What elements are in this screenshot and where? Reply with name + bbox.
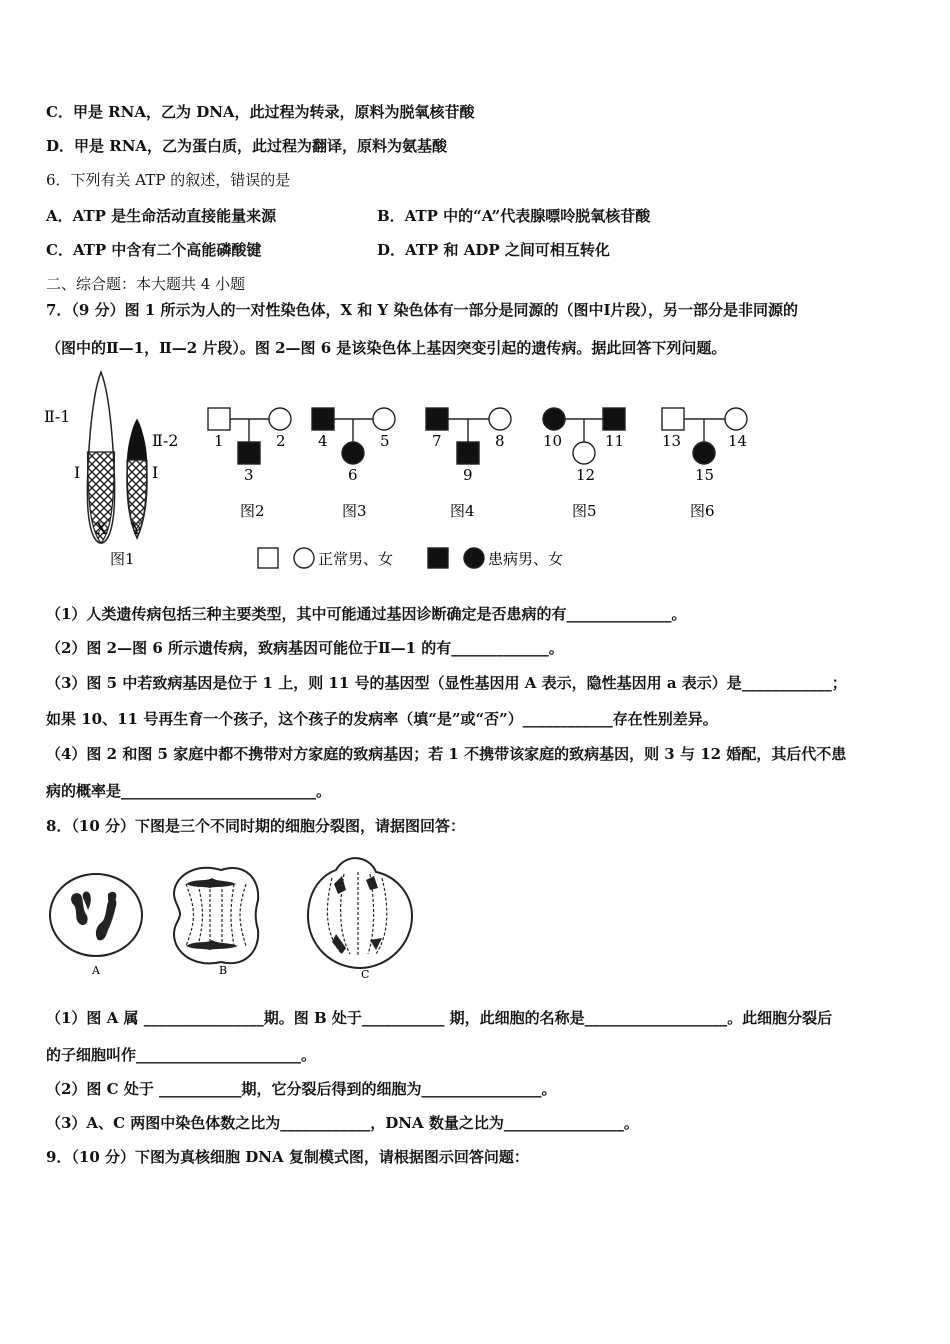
num-11: 11 bbox=[605, 432, 625, 450]
num-5: 5 bbox=[380, 432, 390, 450]
label-fig6: 图6 bbox=[690, 502, 715, 520]
question-7-line1 bbox=[46, 300, 798, 320]
label-fig4: 图4 bbox=[450, 502, 475, 520]
question-7-line2: （图中的Ⅱ—1，Ⅱ—2 片段）。图 2—图 6 是该染色体上基因突变引起的遗传病。据此回答下列问题。 bbox=[46, 339, 727, 357]
label-cell-c: C bbox=[361, 968, 370, 981]
q7-sub4-line2: 病的概率是__________________________。 bbox=[46, 782, 332, 800]
q8-sub1-line1: （1）图 A 属 ________________期。图 B 处于___________ 期，此细胞的名称是___________________。此细胞分裂后 bbox=[46, 1009, 833, 1027]
num-6: 6 bbox=[348, 466, 358, 484]
label-fig3: 图3 bbox=[342, 502, 367, 520]
num-2: 2 bbox=[276, 432, 286, 450]
label-ii-1: Ⅱ-1 bbox=[44, 407, 71, 426]
q7-text-1: 7．（9 分）图 1 所示为人的一对性染色体，X 和 Y 染色体有一部分是同源的（图中Ⅰ片段），另一部分是非同源的 bbox=[46, 301, 799, 319]
cell-c bbox=[308, 858, 412, 968]
num-3: 3 bbox=[244, 466, 254, 484]
legend-affected: 患病男、女 bbox=[488, 550, 564, 568]
pedigree-figure bbox=[40, 360, 780, 580]
q6-option-a: A．ATP 是生命活动直接能量来源 bbox=[46, 207, 277, 225]
cell-a bbox=[50, 874, 142, 956]
num-14: 14 bbox=[728, 432, 748, 450]
q6-option-c: C．ATP 中含有二个高能磷酸键 bbox=[46, 241, 262, 259]
section-2-heading: 二、综合题：本大题共 4 小题 bbox=[46, 275, 246, 293]
num-13: 13 bbox=[662, 432, 682, 450]
num-12: 12 bbox=[576, 466, 596, 484]
cell-division-figure bbox=[46, 850, 426, 982]
option-c-prev: C．甲是 RNA，乙为 DNA，此过程为转录，原料为脱氧核苷酸 bbox=[46, 103, 475, 121]
num-1: 1 bbox=[214, 432, 224, 450]
q7-sub2: （2）图 2—图 6 所示遗传病，致病基因可能位于Ⅱ—1 的有_____________。 bbox=[46, 639, 564, 657]
question-9 bbox=[46, 1147, 529, 1167]
q8-sub1-line2: 的子细胞叫作______________________。 bbox=[46, 1046, 317, 1064]
label-i-right: Ⅰ bbox=[152, 463, 159, 482]
label-i-left: Ⅰ bbox=[74, 463, 81, 482]
option-d-prev: D．甲是 RNA，乙为蛋白质，此过程为翻译，原料为氨基酸 bbox=[46, 137, 448, 155]
question-8 bbox=[46, 816, 465, 836]
num-10: 10 bbox=[543, 432, 563, 450]
num-8: 8 bbox=[495, 432, 505, 450]
q8-sub3: （3）A、C 两图中染色体数之比为____________，DNA 数量之比为________________。 bbox=[46, 1114, 639, 1132]
label-fig1: 图1 bbox=[110, 550, 135, 568]
q7-sub3-line1: （3）图 5 中若致病基因是位于 1 上，则 11 号的基因型（显性基因用 A 表示，隐性基因用 a 表示）是____________； bbox=[46, 674, 847, 692]
label-cell-a: A bbox=[92, 964, 100, 977]
num-4: 4 bbox=[318, 432, 328, 450]
q8-text: 8．（10 分）下图是三个不同时期的细胞分裂图，请据图回答： bbox=[46, 817, 466, 835]
question-6: 6．下列有关 ATP 的叙述，错误的是 bbox=[46, 171, 291, 189]
q8-sub2: （2）图 C 处于 ___________期，它分裂后得到的细胞为________________。 bbox=[46, 1080, 557, 1098]
q7-sub1: （1）人类遗传病包括三种主要类型，其中可能通过基因诊断确定是否患病的有______________。 bbox=[46, 605, 687, 623]
q7-sub3-line2: 如果 10、11 号再生育一个孩子，这个孩子的发病率（填“是”或“否”）____________存在性别差异。 bbox=[46, 710, 718, 728]
q9-text: 9．（10 分）下图为真核细胞 DNA 复制模式图，请根据图示回答问题： bbox=[46, 1148, 529, 1166]
num-7: 7 bbox=[432, 432, 442, 450]
q6-option-d: D．ATP 和 ADP 之间可相互转化 bbox=[377, 241, 610, 259]
q6-option-b: B．ATP 中的“A”代表腺嘌呤脱氧核苷酸 bbox=[377, 207, 651, 225]
label-fig2: 图2 bbox=[240, 502, 265, 520]
label-x: X bbox=[96, 519, 108, 538]
num-15: 15 bbox=[695, 466, 715, 484]
num-9: 9 bbox=[463, 466, 473, 484]
label-y: Y bbox=[131, 519, 142, 538]
legend-normal: 正常男、女 bbox=[318, 550, 394, 568]
cell-b bbox=[174, 868, 258, 964]
q7-sub4-line1: （4）图 2 和图 5 家庭中都不携带对方家庭的致病基因；若 1 不携带该家庭的致病基因，则 3 与 12 婚配，其后代不患 bbox=[46, 745, 847, 763]
label-cell-b: B bbox=[219, 964, 228, 977]
x-chromosome bbox=[88, 372, 115, 543]
label-ii-2: Ⅱ-2 bbox=[152, 431, 179, 450]
label-fig5: 图5 bbox=[572, 502, 597, 520]
